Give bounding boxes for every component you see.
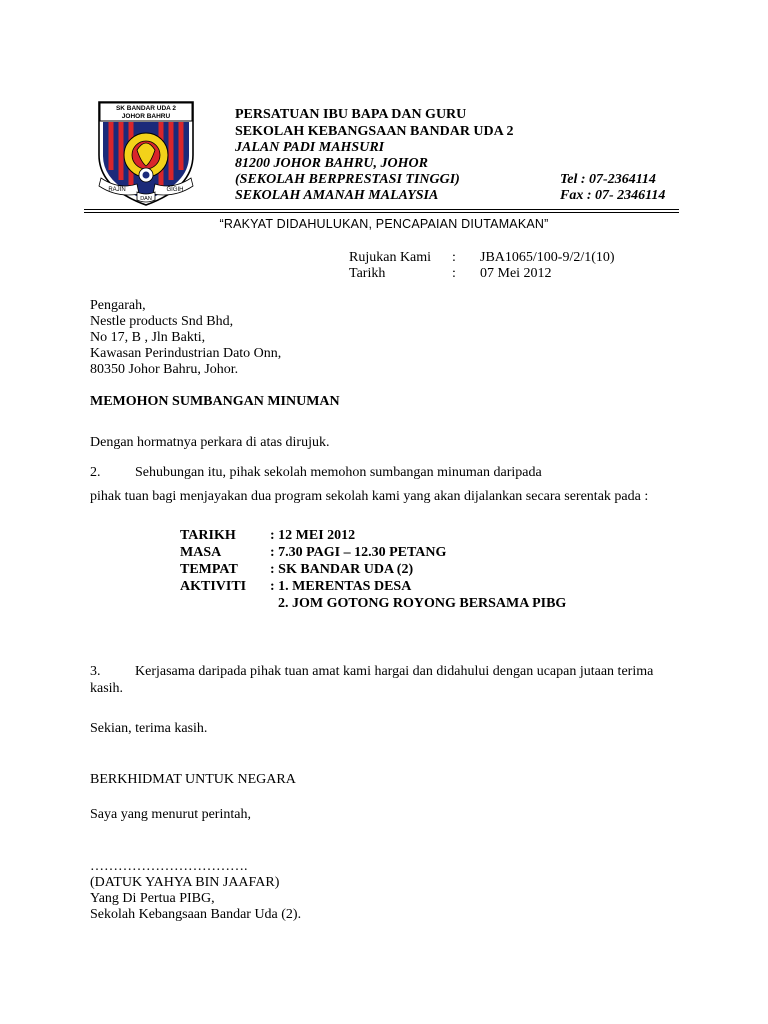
event-activity-value-2: 2. JOM GOTONG ROYONG BERSAMA PIBG — [278, 596, 567, 611]
paragraph-2-number: 2. — [90, 465, 101, 480]
reference-label: Rujukan Kami — [349, 250, 432, 265]
letterhead-tel: Tel : 07-2364114 — [560, 172, 656, 187]
event-date-value: : 12 MEI 2012 — [270, 528, 356, 543]
paragraph-3-line-1: Kerjasama daripada pihak tuan amat kami hargai dan didahului dengan ucapan jutaan terima — [135, 664, 654, 679]
crest-ribbon-right: GIGIH — [166, 187, 184, 193]
signature-line: ……………………………. — [90, 859, 248, 874]
date-colon: : — [452, 266, 456, 281]
letterhead-line-4: 81200 JOHOR BAHRU, JOHOR — [235, 156, 428, 171]
letterhead-line-2: SEKOLAH KEBANGSAAN BANDAR UDA 2 — [235, 124, 514, 139]
letterhead-line-6: SEKOLAH AMANAH MALAYSIA — [235, 188, 439, 203]
event-date-label: TARIKH — [180, 528, 236, 543]
crest-ribbon-middle: DAN — [140, 196, 152, 202]
event-venue-value: : SK BANDAR UDA (2) — [270, 562, 414, 577]
service-motto: BERKHIDMAT UNTUK NEGARA — [90, 772, 296, 787]
paragraph-3-number: 3. — [90, 664, 101, 679]
letterhead-divider-bottom — [84, 212, 679, 213]
school-motto: “RAKYAT DIDAHULUKAN, PENCAPAIAN DIUTAMAKAN” — [219, 217, 549, 231]
signatory-organisation: Sekolah Kebangsaan Bandar Uda (2). — [90, 907, 302, 922]
event-venue-label: TEMPAT — [180, 562, 238, 577]
recipient-line: Pengarah, — [90, 298, 146, 313]
salutation-line: Dengan hormatnya perkara di atas dirujuk. — [90, 435, 330, 450]
recipient-line: Kawasan Perindustrian Dato Onn, — [90, 346, 282, 361]
recipient-line: 80350 Johor Bahru, Johor. — [90, 362, 239, 377]
signatory-title: Yang Di Pertua PIBG, — [90, 891, 215, 906]
letterhead-line-5: (SEKOLAH BERPRESTASI TINGGI) — [235, 172, 460, 187]
event-time-label: MASA — [180, 545, 222, 560]
event-activity-label: AKTIVITI — [180, 579, 247, 594]
school-crest-logo — [97, 100, 195, 207]
recipient-line: No 17, B , Jln Bakti, — [90, 330, 206, 345]
letterhead-line-1: PERSATUAN IBU BAPA DAN GURU — [235, 107, 467, 122]
letterhead-line-3: JALAN PADI MAHSURI — [235, 140, 385, 155]
crest-ribbon-left: RAJIN — [108, 187, 126, 193]
event-time-value: : 7.30 PAGI – 12.30 PETANG — [270, 545, 447, 560]
date-value: 07 Mei 2012 — [480, 266, 552, 281]
closing-line: Sekian, terima kasih. — [90, 721, 208, 736]
paragraph-3-line-2: kasih. — [90, 681, 124, 696]
signoff-line: Saya yang menurut perintah, — [90, 807, 251, 822]
letterhead-divider-top — [84, 209, 679, 210]
reference-colon: : — [452, 250, 456, 265]
letterhead-fax: Fax : 07- 2346114 — [560, 188, 666, 203]
signatory-name: (DATUK YAHYA BIN JAAFAR) — [90, 875, 280, 890]
date-label: Tarikh — [349, 266, 386, 281]
event-activity-value-1: : 1. MERENTAS DESA — [270, 579, 412, 594]
crest-top-text: SK BANDAR UDA 2 — [115, 105, 177, 112]
crest-top-text-2: JOHOR BAHRU — [121, 113, 171, 120]
letter-subject: MEMOHON SUMBANGAN MINUMAN — [90, 394, 340, 409]
paragraph-2-line-2: pihak tuan bagi menjayakan dua program sekolah kami yang akan dijalankan secara serentak pada : — [90, 489, 649, 504]
recipient-line: Nestle products Snd Bhd, — [90, 314, 234, 329]
reference-value: JBA1065/100-9/2/1(10) — [480, 250, 615, 265]
paragraph-2-line-1: Sehubungan itu, pihak sekolah memohon sumbangan minuman daripada — [135, 465, 542, 480]
